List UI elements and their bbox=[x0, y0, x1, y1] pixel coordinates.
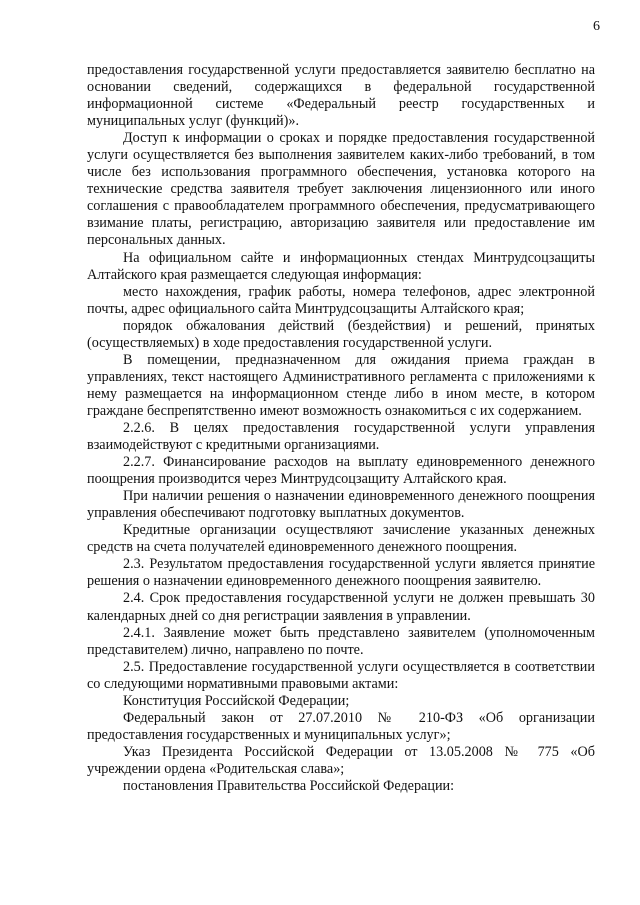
paragraph: Кредитные организации осуществляют зачисление указанных денежных средств на счета получателей единовременного денежного поощрения. bbox=[87, 522, 595, 556]
paragraph: Федеральный закон от 27.07.2010 № 210-ФЗ «Об организации предоставления государственных и муниципальных услуг»; bbox=[87, 709, 595, 743]
paragraph: Указ Президента Российской Федерации от 13.05.2008 № 775 «Об учреждении ордена «Родительская слава»; bbox=[87, 743, 595, 777]
paragraph: место нахождения, график работы, номера телефонов, адрес электронной почты, адрес официального сайта Минтрудсоцзащиты Алтайского края; bbox=[87, 283, 595, 317]
paragraph: 2.4.1. Заявление может быть представлено заявителем (уполномоченным представителем) лично, направлено по почте. bbox=[87, 624, 595, 658]
paragraph: 2.5. Предоставление государственной услуги осуществляется в соответствии со следующими нормативными правовыми актами: bbox=[87, 658, 595, 692]
paragraph: порядок обжалования действий (бездействия) и решений, принятых (осуществляемых) в ходе предоставления государственной услуги. bbox=[87, 317, 595, 351]
paragraph: Конституция Российской Федерации; bbox=[123, 692, 350, 709]
paragraph: При наличии решения о назначении единовременного денежного поощрения управления обеспечивают подготовку выплатных документов. bbox=[87, 488, 595, 522]
document-body bbox=[87, 62, 595, 795]
paragraph: постановления Правительства Российской Федерации: bbox=[123, 777, 455, 794]
paragraph: 2.4. Срок предоставления государственной услуги не должен превышать 30 календарных дней со дня регистрации заявления в управлении. bbox=[87, 590, 595, 624]
paragraph: предоставления государственной услуги предоставляется заявителю бесплатно на основании сведений, содержащихся в федеральной государственной информационной системе «Федеральный реестр государственных и муниципальных услуг (функций)». bbox=[87, 62, 595, 130]
paragraph: 2.2.6. В целях предоставления государственной услуги управления взаимодействуют с кредитными организациями. bbox=[87, 419, 595, 454]
paragraph: 2.3. Результатом предоставления государственной услуги является принятие решения о назначении единовременного денежного поощрения заявителю. bbox=[87, 556, 595, 590]
paragraph: В помещении, предназначенном для ожидания приема граждан в управлениях, текст настоящего Административного регламента с приложениями к нему размещается на информационном стенде либо в ином месте, в котором граждане беспрепятственно имеют возможность ознакомиться с их содержанием. bbox=[87, 351, 595, 419]
paragraph: На официальном сайте и информационных стендах Минтрудсоцзащиты Алтайского края размещается следующая информация: bbox=[87, 249, 595, 283]
paragraph: Доступ к информации о сроках и порядке предоставления государственной услуги осуществляется без выполнения заявителем каких-либо требований, в том числе без использования программного обеспечения, установка которого на технические средства заявителя требует заключения лицензионного или иного соглашения с правообладателем программного обеспечения, предусматривающего взимание платы, регистрацию, авторизацию заявителя или предоставление им персональных данных. bbox=[87, 130, 595, 249]
page-number: 6 bbox=[593, 19, 600, 34]
paragraph: 2.2.7. Финансирование расходов на выплату единовременного денежного поощрения производится через Минтрудсоцзащиту Алтайского края. bbox=[87, 454, 595, 488]
